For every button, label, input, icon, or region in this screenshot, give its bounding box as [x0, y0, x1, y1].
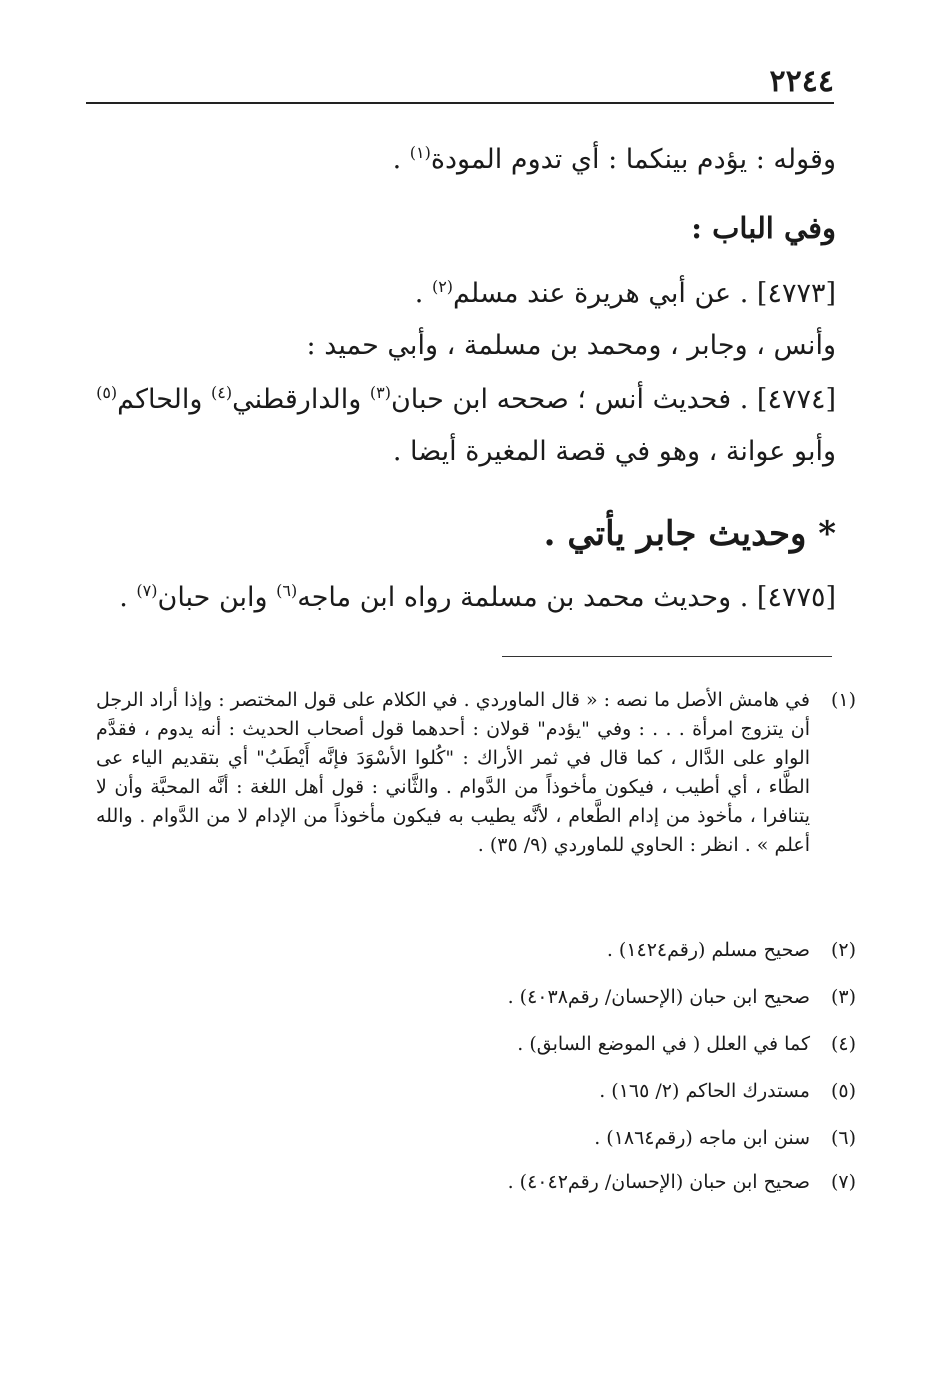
footnote-text: مستدرك الحاكم (٢/ ١٦٥) .	[599, 1080, 810, 1102]
footnote-separator	[502, 656, 832, 657]
footnote-ref-7[interactable]: (٧)	[136, 581, 158, 600]
footnote-7	[96, 1168, 856, 1197]
footnote-ref-5[interactable]: (٥)	[96, 383, 118, 402]
footnote-number: (٢)	[830, 939, 856, 961]
page-number: ٢٢٤٤	[769, 64, 834, 99]
body-text: . وحديث محمد بن مسلمة رواه ابن ماجه	[297, 582, 749, 613]
footnote-3	[96, 983, 856, 1012]
body-text: والحاكم	[117, 384, 211, 415]
hadith-number: [٤٧٧٥]	[748, 582, 836, 613]
footnote-number: (٧)	[830, 1171, 856, 1193]
footnote-text: صحيح ابن حبان (الإحسان/ رقم٤٠٣٨) .	[507, 986, 810, 1008]
footnote-text: سنن ابن ماجه (رقم١٨٦٤) .	[594, 1127, 810, 1149]
jabir-heading: * وحديث جابر يأتي .	[543, 514, 836, 554]
hadith-4775	[96, 578, 836, 618]
body-text: .	[392, 144, 410, 175]
hadith-number: [٤٧٧٣]	[748, 278, 836, 309]
body-text: وابن حبان	[157, 582, 277, 613]
footnote-4	[96, 1030, 856, 1059]
footnote-ref-2[interactable]: (٢)	[431, 277, 454, 296]
footnote-1	[96, 686, 856, 860]
body-text: والدارقطني	[232, 384, 370, 415]
footnote-ref-1[interactable]: (١)	[409, 143, 431, 162]
footnote-ref-6[interactable]: (٦)	[276, 581, 298, 600]
narrators-line: وأنس ، وجابر ، ومحمد بن مسلمة ، وأبي حميد :	[306, 330, 836, 361]
body-line-yuadam	[96, 140, 836, 180]
footnote-text: كما في العلل ( في الموضع السابق) .	[517, 1033, 810, 1055]
hadith-4773	[96, 274, 836, 314]
footnote-ref-4[interactable]: (٤)	[210, 383, 233, 402]
body-text: . عن أبي هريرة عند مسلم	[453, 278, 749, 309]
footnote-number: (٤)	[830, 1033, 856, 1055]
footnote-5	[96, 1077, 856, 1106]
footnote-number: (٥)	[830, 1080, 856, 1102]
body-text: .	[414, 278, 432, 309]
hadith-number: [٤٧٧٤]	[748, 384, 836, 415]
footnote-number: (٦)	[830, 1127, 856, 1149]
hadith-4774	[96, 380, 836, 420]
footnote-number: (٣)	[830, 986, 856, 1008]
footnote-2	[96, 936, 856, 965]
footnote-number: (١)	[830, 689, 856, 711]
body-text: .	[119, 582, 137, 613]
body-text: وقوله : يؤدم بينكما : أي تدوم المودة	[430, 144, 836, 175]
footnote-text: صحيح مسلم (رقم١٤٢٤) .	[606, 939, 810, 961]
footnote-text: في هامش الأصل ما نصه : « قال الماوردي . في الكلام على قول المختصر : وإذا أراد الرجل أن يتزوج امرأة . . . : وفي "يؤدم" قولان : أحدهما قول أصحاب الحديث : أنه يدوم ، فقدَّم الواو على الدَّال ، كما قال في ثمر الأراك : "كُلوا الأسْوَدَ فإنَّه أَيْطَبُ" أي بتقديم الياء عى الطَّاء ، أي أطيب ، فيكون مأخوذاً من الدَّوام . والثَّاني : قول أهل اللغة : أنَّه المحبَّة وأن لا يتنافرا ، مأخوذ من إدام الطَّعام ، لأنَّه يطيب به فيكون مأخوذاً من الإدام لا من الدَّوام . والله أعلم » . انظر : الحاوي للماوردي (٩/ ٣٥) .	[96, 689, 810, 856]
header-rule	[86, 102, 834, 104]
abu-awana-line: وأبو عوانة ، وهو في قصة المغيرة أيضا .	[392, 436, 836, 467]
footnote-6	[96, 1124, 856, 1153]
footnote-text: صحيح ابن حبان (الإحسان/ رقم٤٠٤٢) .	[507, 1171, 810, 1193]
body-text: . فحديث أنس ؛ صححه ابن حبان	[390, 384, 749, 415]
chapter-heading: وفي الباب :	[691, 211, 836, 245]
footnote-ref-3[interactable]: (٣)	[369, 383, 391, 402]
